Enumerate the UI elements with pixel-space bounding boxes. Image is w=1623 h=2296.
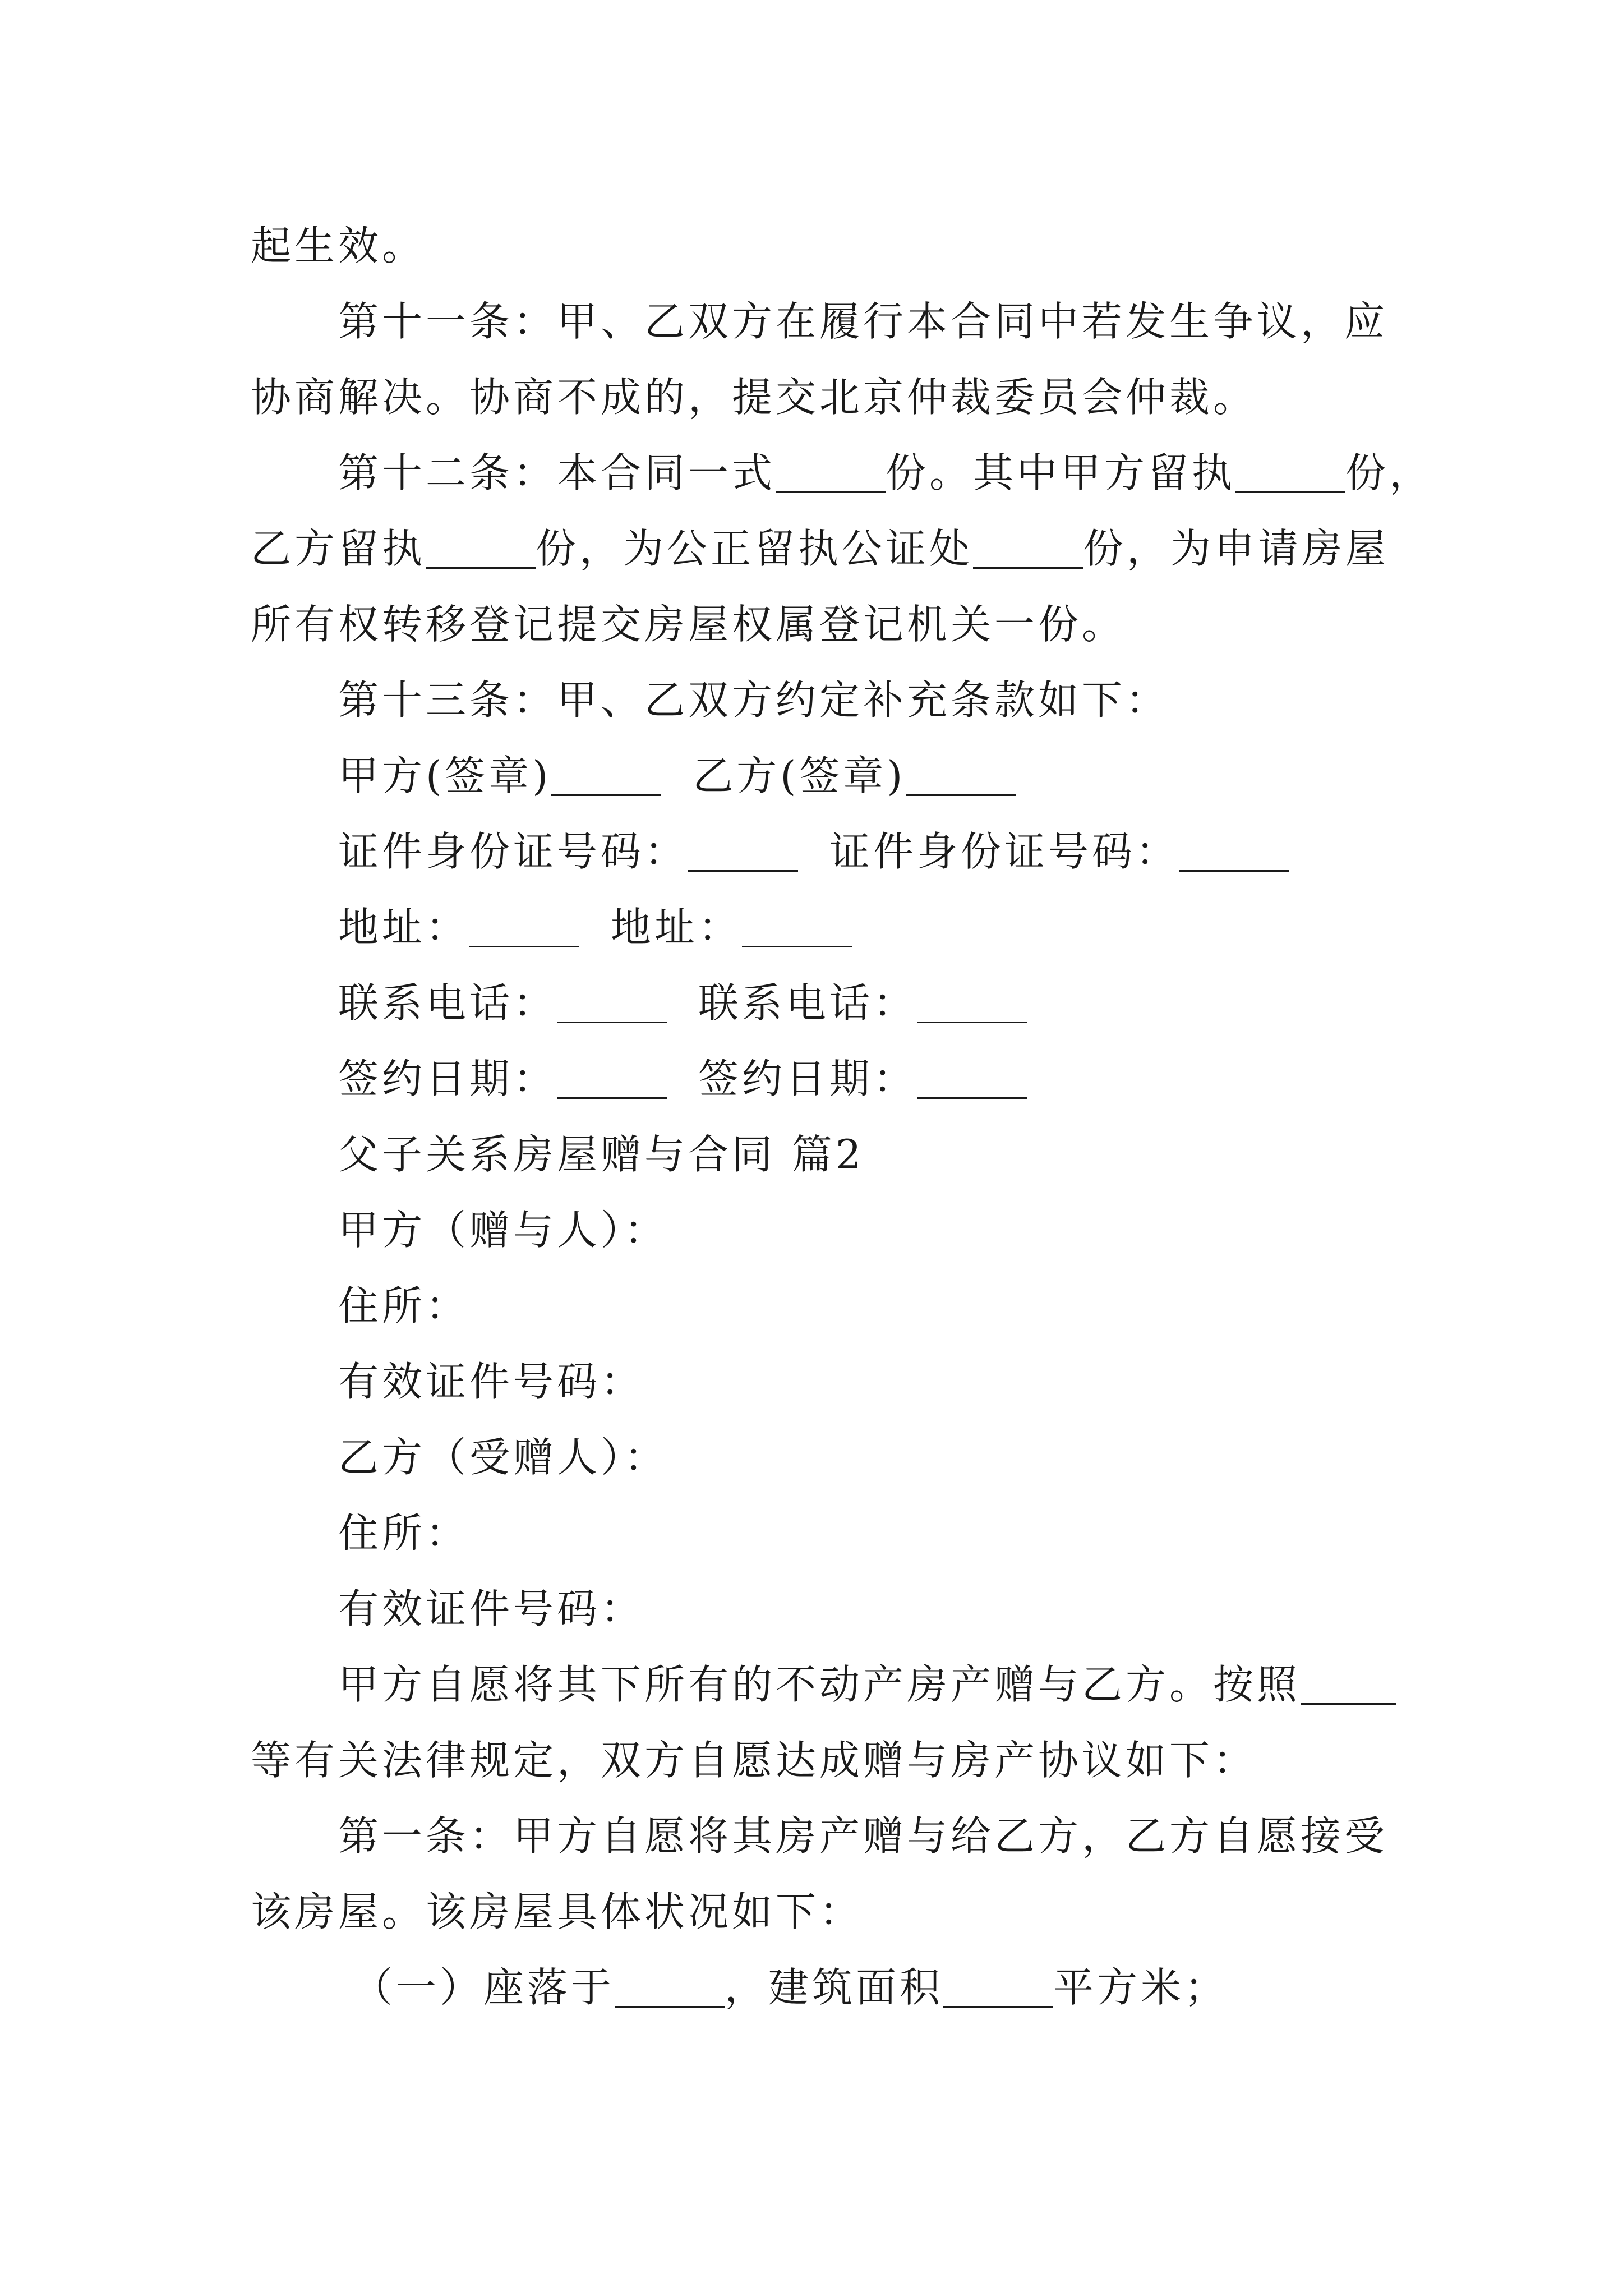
fill-blank xyxy=(426,513,536,569)
donor-residence-label: 住所： xyxy=(338,1282,470,1329)
line-text: 份， xyxy=(1345,449,1433,496)
fill-blank xyxy=(1179,816,1289,872)
line-text: 协商解决。协商不成的，提交北京仲裁委员会仲裁。 xyxy=(251,374,1257,421)
article-1 xyxy=(338,1808,1388,1864)
text-line xyxy=(338,1657,1396,1713)
address-row xyxy=(338,899,852,955)
line-text: 第十三条：甲、乙双方约定补充条款如下： xyxy=(338,677,1170,724)
signing-date-row xyxy=(338,1051,1027,1107)
donee-label: 乙方（受赠人）： xyxy=(338,1434,668,1481)
party-a-phone-label: 联系电话： xyxy=(338,979,557,1027)
donee-id-label: 有效证件号码： xyxy=(338,1585,645,1632)
text-line xyxy=(338,1429,668,1485)
fill-blank xyxy=(557,1043,667,1099)
fill-blank xyxy=(557,967,667,1023)
article-11 xyxy=(338,293,1388,349)
text-line xyxy=(251,369,1257,425)
text-line xyxy=(251,521,1389,577)
party-b-address-label: 地址： xyxy=(611,904,743,951)
line-text: 第十一条：甲、乙双方在履行本合同中若发生争议，应 xyxy=(338,298,1389,345)
phone-row xyxy=(338,975,1027,1031)
fill-blank xyxy=(469,891,579,947)
donee-residence-label: 住所： xyxy=(338,1510,470,1557)
line-text: ，建筑面积 xyxy=(725,1964,944,2011)
fill-blank xyxy=(1301,1649,1396,1705)
line-text: 乙方留执 xyxy=(251,525,426,572)
text-line xyxy=(338,1354,644,1410)
party-a-id-label: 证件身份证号码： xyxy=(338,828,689,875)
line-text: 甲方自愿将其下所有的不动产房产赠与乙方。按照 xyxy=(338,1661,1301,1708)
party-a-address-label: 地址： xyxy=(338,904,470,951)
text-line xyxy=(251,218,426,274)
party-b-phone-label: 联系电话： xyxy=(698,979,917,1027)
party-b-id-label: 证件身份证号码： xyxy=(829,828,1180,875)
section-title: 父子关系房屋赠与合同 篇2 xyxy=(338,1131,865,1178)
donor-label: 甲方（赠与人）： xyxy=(338,1207,668,1254)
party-a-date-label: 签约日期： xyxy=(338,1055,557,1102)
party-b-date-label: 签约日期： xyxy=(698,1055,917,1102)
fill-blank xyxy=(615,1952,725,2008)
text-line xyxy=(338,1505,469,1561)
fill-blank xyxy=(917,967,1027,1023)
fill-blank xyxy=(1235,437,1345,493)
line-text: 等有关法律规定，双方自愿达成赠与房产协议如下： xyxy=(251,1737,1257,1784)
line-text: 平方米； xyxy=(1053,1964,1229,2011)
fill-blank xyxy=(551,740,661,796)
signature-row xyxy=(338,748,1016,804)
fill-blank xyxy=(742,891,852,947)
fill-blank xyxy=(917,1043,1027,1099)
line-text: 所有权转移登记提交房屋权属登记机关一份。 xyxy=(251,601,1126,648)
line-text: 份，为申请房屋 xyxy=(1083,525,1390,572)
article-13 xyxy=(338,672,1169,728)
section-heading xyxy=(338,1126,865,1182)
text-line xyxy=(251,1884,863,1940)
property-location-line xyxy=(352,1959,1228,2016)
fill-blank xyxy=(688,816,798,872)
fill-blank xyxy=(973,513,1083,569)
fill-blank xyxy=(906,740,1016,796)
line-text: 该房屋。该房屋具体状况如下： xyxy=(251,1888,864,1935)
donor-id-label: 有效证件号码： xyxy=(338,1358,645,1405)
text-line xyxy=(338,1581,644,1637)
fill-blank xyxy=(776,437,886,493)
id-number-row xyxy=(338,823,1289,880)
party-b-signature-label: 乙方(签章) xyxy=(693,752,906,799)
line-text: 第一条：甲方自愿将其房产赠与给乙方，乙方自愿接受 xyxy=(338,1812,1389,1860)
text-line xyxy=(251,596,1126,652)
text-line xyxy=(338,1202,668,1258)
line-text: 份，为公正留执公证处 xyxy=(536,525,974,572)
fill-blank xyxy=(943,1952,1053,2008)
article-12 xyxy=(338,445,1433,501)
party-a-signature-label: 甲方(签章) xyxy=(338,752,552,799)
text-line xyxy=(338,1278,469,1334)
line-text: （一）座落于 xyxy=(352,1964,615,2011)
line-text: 第十二条：本合同一式 xyxy=(338,449,776,496)
line-text: 起生效。 xyxy=(251,222,426,269)
text-line xyxy=(251,1732,1257,1788)
line-text: 份。其中甲方留执 xyxy=(886,449,1236,496)
